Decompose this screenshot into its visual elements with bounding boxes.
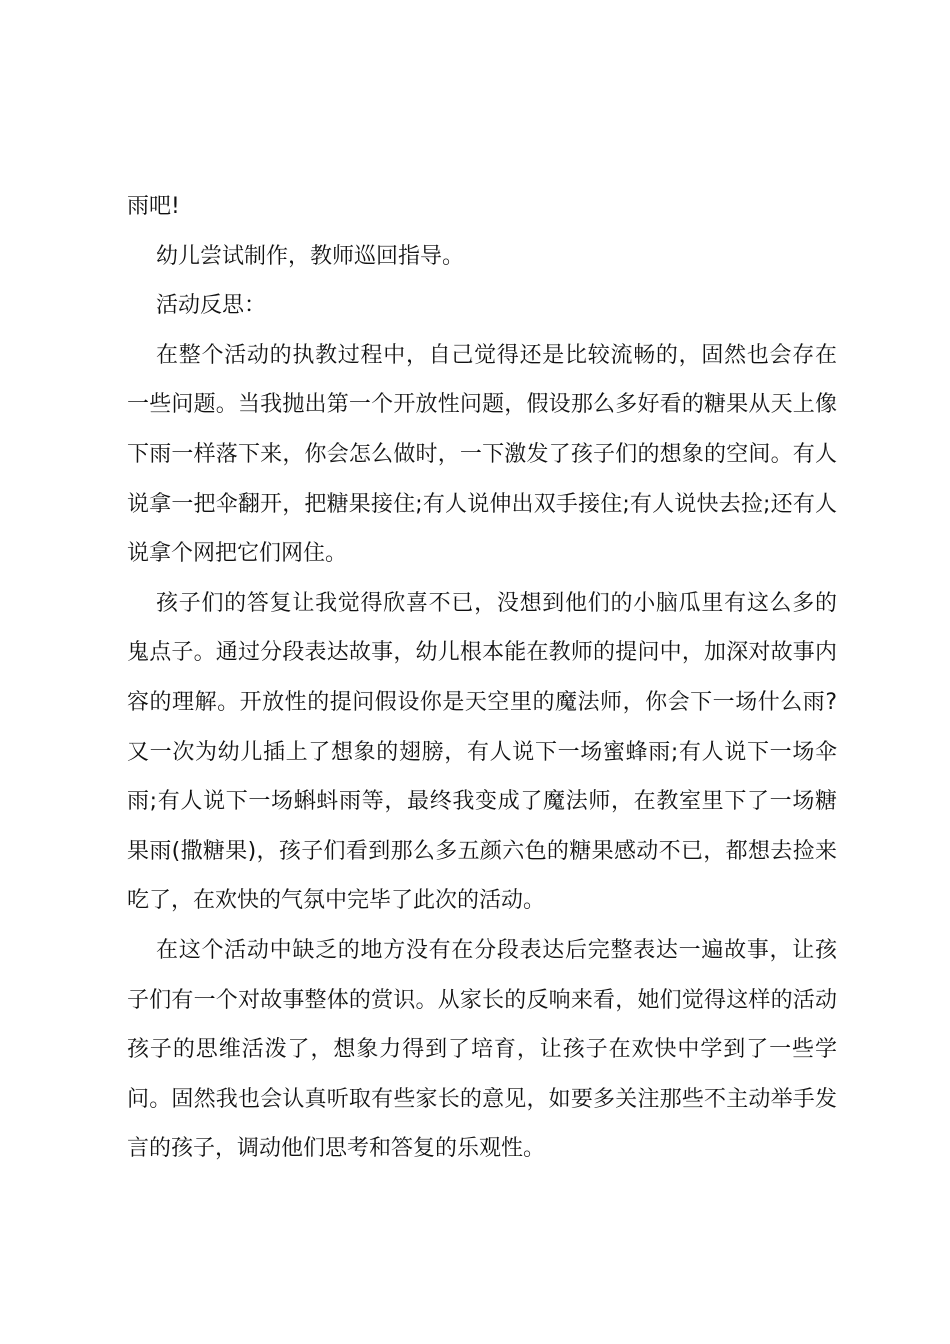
paragraph-continuation: 雨吧!: [127, 194, 180, 219]
paragraph-instruction: 幼儿尝试制作，教师巡回指导。: [156, 243, 465, 269]
section-heading-reflection: 活动反思：: [156, 293, 267, 319]
paragraph-reflection-1: 在整个活动的执教过程中，自己觉得还是比较流畅的，固然也会存在一些问题。当我抛出第一个开放性问题，假设那么多好看的糖果从天上像下雨一样落下来，你会怎么做时，一下激发了孩子们的想象的空间。有人说拿一把伞翻开，把糖果接住;有人说伸出双手接住;有人说快去捡;还有人说拿个网把它们网住。: [127, 342, 837, 567]
paragraph-reflection-3: 在这个活动中缺乏的地方没有在分段表达后完整表达一遍故事，让孩子们有一个对故事整体的赏识。从家长的反响来看，她们觉得这样的活动孩子的思维活泼了，想象力得到了培育，让孩子在欢快中学到了一些学问。固然我也会认真听取有些家长的意见，如要多关注那些不主动举手发言的孩子，调动他们思考和答复的乐观性。: [127, 937, 837, 1162]
paragraph-reflection-2: 孩子们的答复让我觉得欣喜不已，没想到他们的小脑瓜里有这么多的鬼点子。通过分段表达故事，幼儿根本能在教师的提问中，加深对故事内容的理解。开放性的提问假设你是天空里的魔法师，你会下一场什么雨?又一次为幼儿插上了想象的翅膀，有人说下一场蜜蜂雨;有人说下一场伞雨;有人说下一场蝌蚪雨等，最终我变成了魔法师，在教室里下了一场糖果雨(撒糖果)，孩子们看到那么多五颜六色的糖果感动不已，都想去捡来吃了，在欢快的气氛中完毕了此次的活动。: [127, 590, 837, 914]
document-body: [127, 182, 837, 1174]
